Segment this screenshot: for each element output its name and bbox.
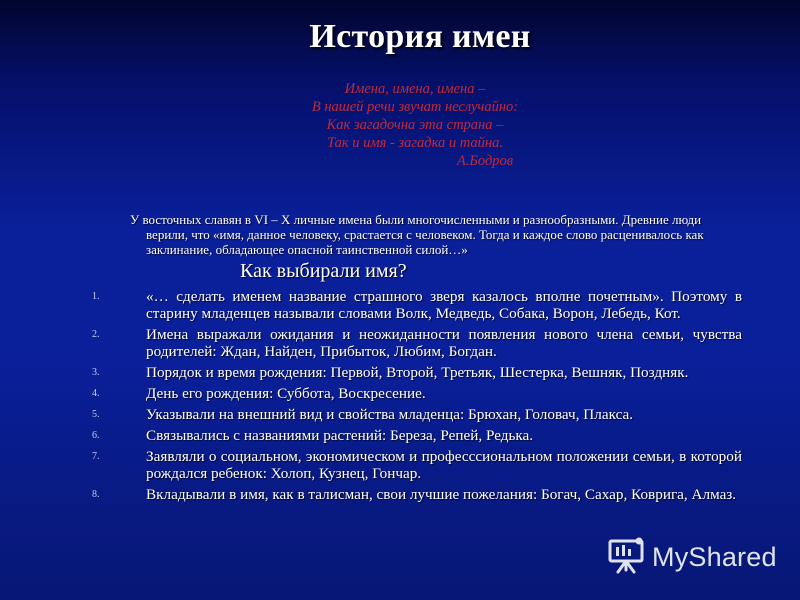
list-item-number: 6.	[92, 430, 100, 441]
list-item	[92, 385, 742, 402]
poem-line: В нашей речи звучат неслучайно:	[311, 99, 519, 115]
poem-line: Имена, имена, имена –	[344, 81, 486, 97]
list-item	[92, 406, 742, 423]
list-item-number: 4.	[92, 388, 100, 399]
poem-line: Как загадочна эта страна –	[326, 117, 504, 133]
list-item-number: 3.	[92, 367, 100, 378]
list-item	[92, 448, 742, 482]
poem-author: А.Бодров	[456, 153, 514, 169]
list-item-text: Указывали на внешний вид и свойства младенца: Брюхан, Головач, Плакса.	[146, 406, 634, 423]
list-item-number: 1.	[92, 291, 100, 302]
list-item	[92, 326, 742, 360]
list-item-text: Вкладывали в имя, как в талисман, свои лучшие пожелания: Богач, Сахар, Коврига, Алмаз.	[146, 486, 737, 503]
list-item-text: «… сделать именем название страшного зверя казалось вполне почетным». Поэтому в старину младенцев называли словами Волк, Медведь, Собака, Ворон, Лебедь, Кот.	[146, 288, 742, 322]
watermark	[606, 534, 796, 580]
section-heading: Как выбирали имя?	[240, 260, 407, 282]
list-item-number: 8.	[92, 489, 100, 500]
naming-methods-list	[92, 288, 742, 507]
intro-paragraph: У восточных славян в VI – X личные имена были многочисленными и разнообразными. Древние люди верили, что «имя, данное человеку, срастается с человеком. Тогда и каждое слово расценивалось как заклинание, обладающее опасной таинственной силой…»	[130, 212, 704, 257]
list-item-number: 2.	[92, 329, 100, 340]
presentation-board-icon	[606, 535, 652, 580]
list-item-number: 5.	[92, 409, 100, 420]
list-item-number: 7.	[92, 451, 100, 462]
list-item	[92, 427, 742, 444]
watermark-text: MyShared	[652, 541, 777, 572]
list-item	[92, 364, 742, 381]
list-item-text: День его рождения: Суббота, Воскресение.	[146, 385, 426, 402]
list-item-text: Имена выражали ожидания и неожиданности появления нового члена семьи, чувства родителей: Ждан, Найден, Прибыток, Любим, Богдан.	[146, 326, 742, 360]
list-item-text: Связывались с названиями растений: Береза, Репей, Редька.	[146, 427, 534, 444]
list-item-text: Заявляли о социальном, экономическом и професссиональном положении семьи, в которой рождался ребенок: Холоп, Кузнец, Гончар.	[146, 448, 742, 482]
list-item	[92, 486, 742, 503]
list-item-text: Порядок и время рождения: Первой, Второй, Третьяк, Шестерка, Вешняк, Поздняк.	[146, 364, 689, 381]
poem-line: Так и имя - загадка и тайна.	[327, 135, 503, 151]
epigraph-poem	[200, 80, 630, 170]
list-item	[92, 288, 742, 322]
slide-title: История имен	[309, 18, 531, 55]
